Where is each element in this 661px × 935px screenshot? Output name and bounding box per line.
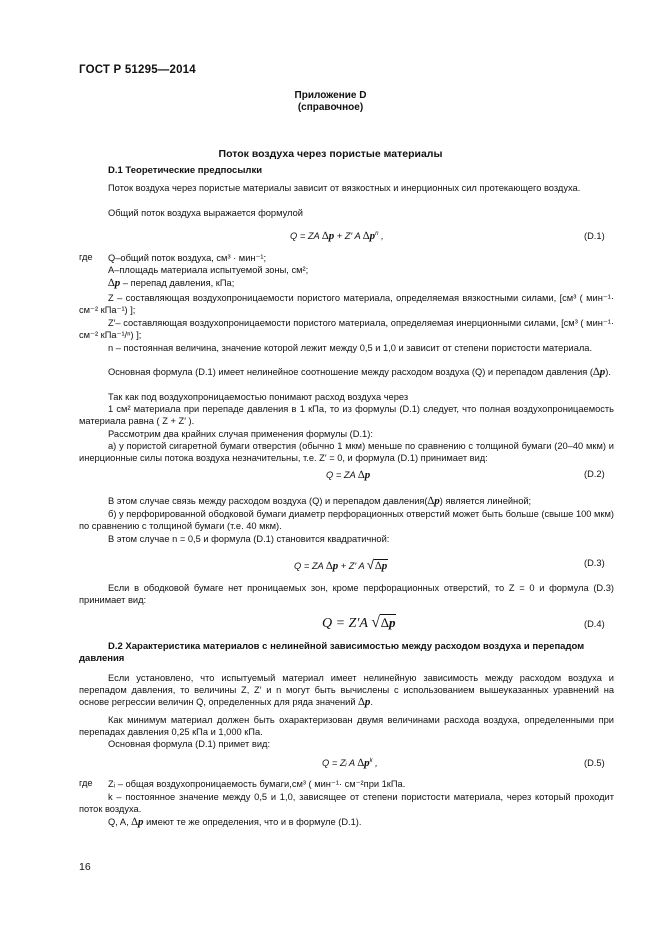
s2-paragraph-1: Если установлено, что испытуемый материал имеет нелинейную зависимость между расходом воздуха и перепадом давления, то величины Z, Z′ и n могут быть вычислены с использованием вышеуказанных уравнений на основе регрессии величин Q, определенных для ряда значений ∆p. [79,673,614,709]
eq-number-d1: (D.1) [584,231,605,241]
def-a: A–площадь материала испытуемой зоны, см²; [108,265,309,275]
formula-d5: Q = Zᵢ A $\Delta p^k$ , [322,757,378,769]
s1-paragraph-1: Поток воздуха через пористые материалы зависит от вязкостных и инерционных сил протекающего воздуха. [108,183,581,193]
s1-paragraph-10: Если в ободковой бумаге нет проницаемых зон, кроме перфорационных отверстий, то Z = 0 и формула (D.3) принимает вид: [79,583,614,606]
s1-paragraph-7: В этом случае связь между расходом воздуха (Q) и перепадом давления(∆p) является линейной; [108,495,532,507]
delta-p-symbol: ∆p [321,230,335,242]
s1-paragraph-6: а) у пористой сигаретной бумаги отверстия (обычно 1 мкм) меньше по сравнению с толщиной бумаги (20–40 мкм) и инерционные силы потока воздуха незначительны, т.е. Z′ = 0, и формула (D.1) принимает вид: [79,441,614,464]
eq-number-d3: (D.3) [584,558,605,568]
def-last: Q, A, ∆p имеют те же определения, что и в формуле (D.1). [108,816,362,828]
main-title: Поток воздуха через пористые материалы [218,148,443,160]
page-number: 16 [79,861,91,873]
def-z-prime: Z′– составляющая воздухопроницаемости пористого материала, определяемая инерционными силами, [см³ ( мин⁻¹· см⁻² кПа⁻¹/ⁿ) ]; [79,318,614,341]
s2-paragraph-3: Основная формула (D.1) примет вид: [108,739,271,749]
where-label-1: где [79,252,93,262]
appendix-subtitle: (справочное) [297,102,364,113]
def-zi: Zᵢ – общая воздухопроницаемость бумаги,см³ ( мин⁻¹· см⁻²при 1кПа. [108,779,406,789]
def-q: Q–общий поток воздуха, см³ · мин⁻¹; [108,253,267,263]
formula-d2: Q = ZA ∆p [326,469,371,481]
s1-paragraph-2: Общий поток воздуха выражается формулой [108,208,303,218]
formula-d3: Q = ZA ∆p + Z′ A √∆p [294,557,388,572]
formula-d1: Q = ZA ∆p + Z′ A $\Delta p^n$ , [290,230,384,242]
section1-heading: D.1 Теоретические предпосылки [108,165,263,176]
s1-paragraph-9: В этом случае n = 0,5 и формула (D.1) становится квадратичной: [108,534,390,544]
eq-number-d5: (D.5) [584,758,605,768]
formula-d4: Q = Z′A √∆p [322,614,396,631]
s1-paragraph-4b: 1 см² материала при перепаде давления в 1 кПа, то из формулы (D.1) следует, что полная воздухопроницаемость материала равна ( Z + Z′ ). [79,404,614,427]
appendix-title: Приложение D [294,90,367,101]
def-k: k – постоянное значение между 0,5 и 1,0, зависящее от степени пористости материала, через который проходит поток воздуха. [79,792,614,815]
def-dp: ∆p – перепад давления, кПа; [108,277,235,289]
def-z: Z – составляющая воздухопроницаемости пористого материала, определяемая вязкостными силами, [см³ ( мин⁻¹· см⁻² кПа⁻¹) ]; [79,293,614,316]
eq-number-d2: (D.2) [584,469,605,479]
s1-paragraph-3: Основная формула (D.1) имеет нелинейное соотношение между расходом воздуха (Q) и перепадом давления (∆p). [108,366,611,378]
def-n: n – постоянная величина, значение которой лежит между 0,5 и 1,0 и зависит от степени пористости материала. [108,343,593,353]
where-label-2: где [79,778,93,788]
section2-heading: D.2 Характеристика материалов с нелинейной зависимостью между расходом воздуха и перепадом давления [79,641,585,664]
standard-header: ГОСТ Р 51295—2014 [79,64,196,76]
s1-paragraph-4a: Так как под воздухопроницаемостью понимают расход воздуха через [108,392,409,402]
eq-number-d4: (D.4) [584,619,605,629]
s1-paragraph-8: б) у перфорированной ободковой бумаги диаметр перфорационных отверстий может быть больше (свыше 100 мкм) по сравнению с толщиной бумаги (т.е. 40 мкм). [79,509,614,532]
s2-paragraph-2: Как минимум материал должен быть охарактеризован двумя величинами расхода воздуха, определенными при перепадах давления 0,25 кПа и 1,000 кПа. [79,715,614,738]
s1-paragraph-5: Рассмотрим два крайних случая применения формулы (D.1): [108,429,373,439]
